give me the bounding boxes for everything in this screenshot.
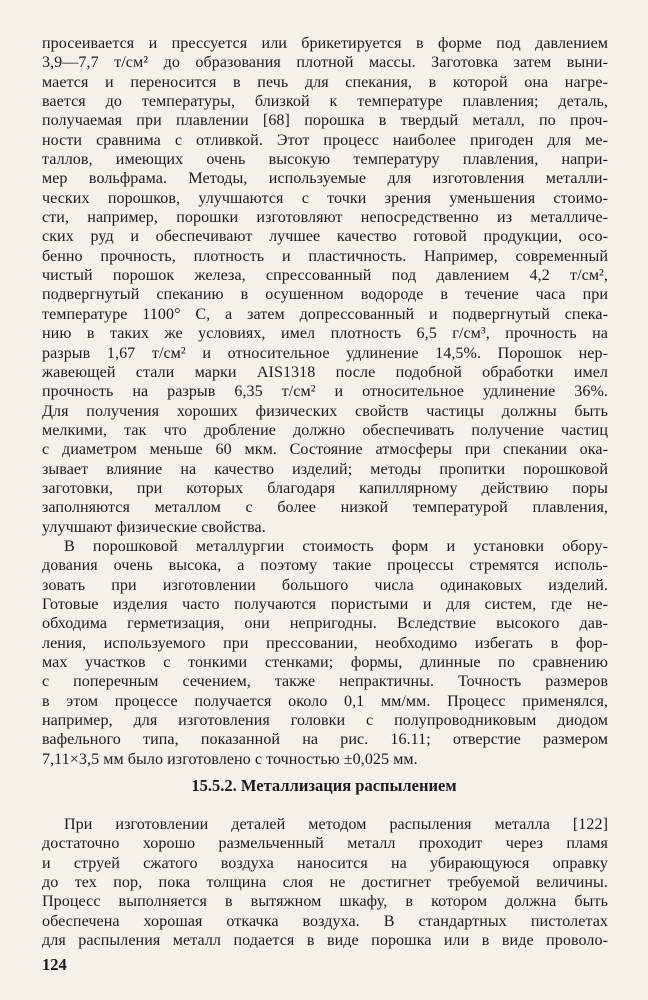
text-line: мер вольфрама. Методы, используемые для изготовления металли- <box>42 170 608 188</box>
text-line: вается до температуры, близкой к температуре плавления; деталь, <box>42 93 608 111</box>
text-line: заготовки, при которых благодаря капиллярному действию поры <box>42 479 608 497</box>
text-line: Для получения хороших физических свойств частицы должны быть <box>42 402 608 420</box>
text-line: жавеющей стали марки AIS1318 после подобной обработки имел <box>42 363 608 381</box>
text-line: обеспечена хорошая откачка воздуха. В стандартных пистолетах <box>42 912 608 930</box>
text-line: Готовые изделия часто получаются пористыми и для систем, где не- <box>42 596 608 614</box>
text-line: мелкими, так что дробление должно обеспечивать получение частиц <box>42 421 608 439</box>
text-line: до тех пор, пока толщина слоя не достигнет требуемой величины. <box>42 874 608 892</box>
paragraph-2 <box>42 537 608 769</box>
text-line: нию в таких же условиях, имел плотность 6,5 г/см³, прочность на <box>42 325 608 343</box>
text-line: ческих порошков, улучшаются с точки зрения уменьшения стоимо- <box>42 189 608 207</box>
paragraph-3 <box>42 815 608 950</box>
section-heading: 15.5.2. Металлизация распылением <box>191 776 457 795</box>
text-line: При изготовлении деталей методом распыления металла [122] <box>64 816 608 833</box>
text-line: 3,9—7,7 т/см² до образования плотной массы. Заготовка затем выни- <box>42 54 608 72</box>
page-number: 124 <box>42 955 67 974</box>
text-line: достаточно хорошо размельченный металл проходит через пламя <box>42 835 608 853</box>
text-line: Процесс выполняется в вытяжном шкафу, в котором должна быть <box>42 893 608 911</box>
text-line: улучшают физические свойства. <box>42 518 266 536</box>
text-line: сти, например, порошки изготовляют непосредственно из металличе- <box>42 209 608 227</box>
text-line: вафельного типа, показанной на рис. 16.11; отверстие размером <box>42 731 608 749</box>
text-line: ских руд и обеспечивают лучшее качество готовой продукции, осо- <box>42 228 608 246</box>
text-line: чистый порошок железа, спрессованный под давлением 4,2 т/см², <box>42 267 608 285</box>
text-line: прочность на разрыв 6,35 т/см² и относительное удлинение 36%. <box>42 383 608 401</box>
text-line: получаемая при плавлении [68] порошка в твердый металл, по проч- <box>42 112 608 130</box>
text-line: зовать при изготовлении большого числа одинаковых изделий. <box>42 576 608 594</box>
text-line: 7,11×3,5 мм было изготовлено с точностью ±0,025 мм. <box>42 750 418 768</box>
text-line: температуре 1100° С, а затем допрессованный и подвергнутый спека- <box>42 305 608 323</box>
text-line: в этом процессе получается около 0,1 мм/мм. Процесс применялся, <box>42 692 608 710</box>
text-line: разрыв 1,67 т/см² и относительное удлинение 14,5%. Порошок нер- <box>42 344 608 362</box>
text-line: дования очень высока, а поэтому такие процессы стремятся исполь- <box>42 557 608 575</box>
text-line: подвергнутый спеканию в осушенном водороде в течение часа при <box>42 286 608 304</box>
text-line: бенно прочность, плотность и пластичность. Например, современный <box>42 247 608 265</box>
text-line: обходима герметизация, они непригодны. Вследствие высокого дав- <box>42 615 608 633</box>
text-line: В порошковой металлургии стоимость форм и установки обору- <box>64 538 608 555</box>
text-line: с диаметром меньше 60 мкм. Состояние атмосферы при спекании ока- <box>42 441 608 459</box>
text-line: таллов, имеющих очень высокую температуру плавления, напри- <box>42 151 608 169</box>
text-line: мается и переносится в печь для спекания, в которой она нагре- <box>42 73 608 91</box>
text-line: зывает влияние на качество изделий; методы пропитки порошковой <box>42 460 608 478</box>
text-line: например, для изготовления головки с полупроводниковым диодом <box>42 712 608 730</box>
text-line: и струей сжатого воздуха наносится на убирающуюся оправку <box>42 854 608 872</box>
text-line: ления, используемого при прессовании, необходимо избегать в фор- <box>42 634 608 652</box>
text-line: ности сравнима с отливкой. Этот процесс наиболее пригоден для ме- <box>42 131 608 149</box>
paragraph-1 <box>42 34 608 537</box>
text-line: для распыления металл подается в виде порошка или в виде проволо- <box>42 932 608 950</box>
text-line: заполняются металлом с более низкой температурой плавления, <box>42 499 608 517</box>
text-line: с поперечным сечением, также непрактичны. Точность размеров <box>42 673 608 691</box>
text-line: просеивается и прессуется или брикетируется в форме под давлением <box>42 35 608 52</box>
text-line: мах участков с тонкими стенками; формы, длинные по сравнению <box>42 654 608 672</box>
